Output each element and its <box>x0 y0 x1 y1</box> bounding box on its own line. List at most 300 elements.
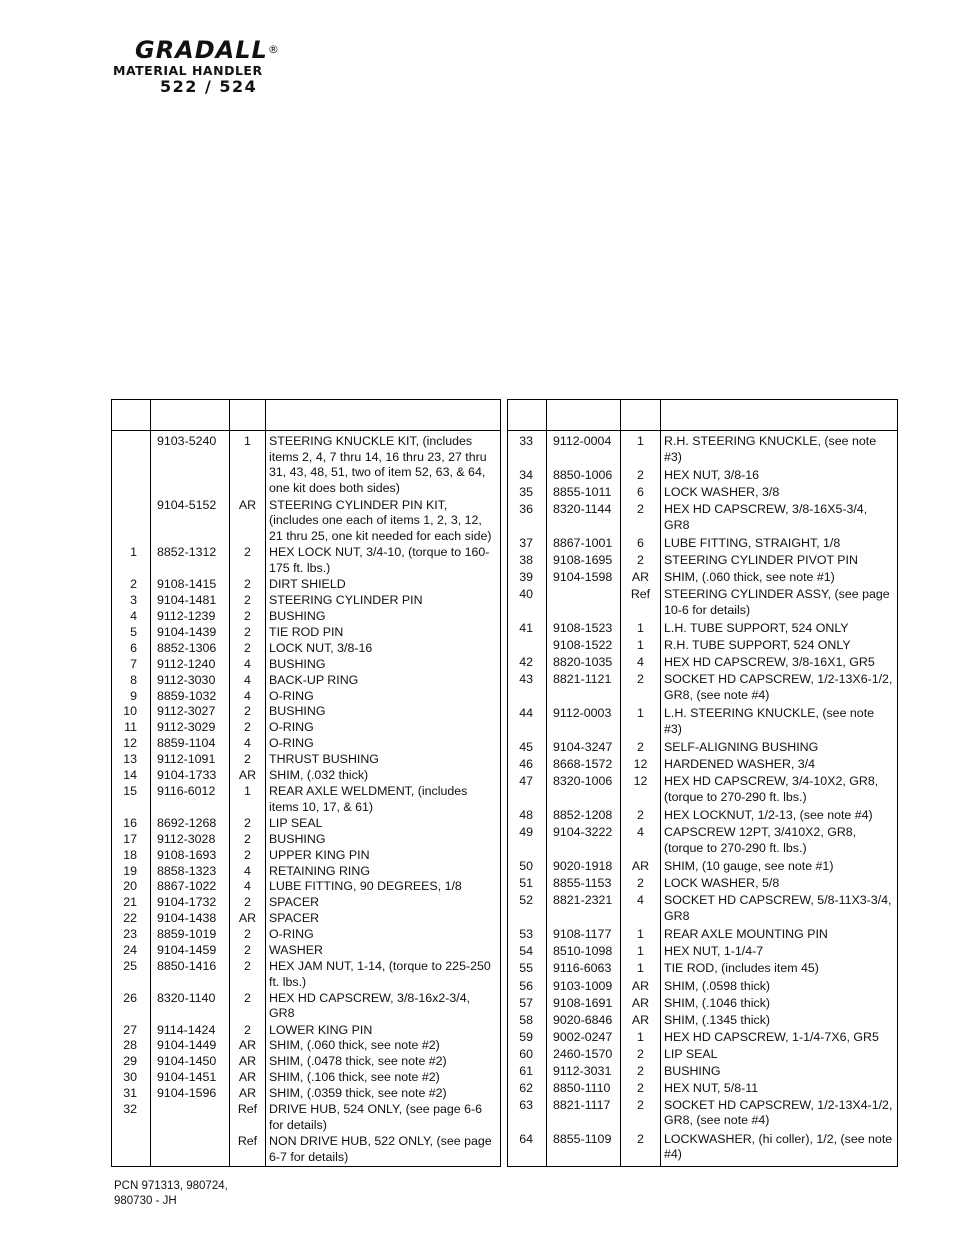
part-row <box>112 736 501 752</box>
item-number: 7 <box>112 657 151 673</box>
description: HEX HD CAPSCREW, 3/8-16x2-3/4, GR8 <box>266 991 501 1023</box>
quantity: 4 <box>621 655 661 672</box>
description: LOWER KING PIN <box>266 1023 501 1039</box>
part-number: 9116-6063 <box>547 961 621 978</box>
part-row <box>112 498 501 546</box>
part-number: 9112-0004 <box>547 434 621 468</box>
quantity: AR <box>230 1054 266 1070</box>
part-row <box>508 502 898 536</box>
brand-subtitle: MATERIAL HANDLER <box>113 64 263 78</box>
item-number: 33 <box>508 434 547 468</box>
quantity: 2 <box>230 927 266 943</box>
item-number: 40 <box>508 587 547 621</box>
part-number: 8858-1323 <box>151 864 230 880</box>
part-row <box>508 1064 898 1081</box>
description: SPACER <box>266 911 501 927</box>
part-number: 8850-1416 <box>151 959 230 991</box>
part-row <box>508 672 898 706</box>
quantity: 2 <box>621 1081 661 1098</box>
quantity: 2 <box>230 625 266 641</box>
quantity: 2 <box>230 545 266 577</box>
part-number: 8855-1109 <box>547 1132 621 1166</box>
part-number: 8821-1121 <box>547 672 621 706</box>
description: SHIM, (.0359 thick, see note #2) <box>266 1086 501 1102</box>
part-row <box>508 1081 898 1098</box>
item-number: 48 <box>508 808 547 825</box>
part-row <box>112 545 501 577</box>
quantity: 1 <box>621 1030 661 1047</box>
part-number: 8859-1104 <box>151 736 230 752</box>
part-row <box>112 1038 501 1054</box>
part-row <box>112 657 501 673</box>
part-row <box>112 689 501 705</box>
part-number: 9104-3247 <box>547 740 621 757</box>
part-row <box>112 1054 501 1070</box>
part-row <box>112 593 501 609</box>
quantity: 2 <box>621 1132 661 1166</box>
quantity: AR <box>621 1013 661 1030</box>
part-row <box>508 1132 898 1166</box>
part-number: 9112-1091 <box>151 752 230 768</box>
part-row <box>508 1098 898 1132</box>
part-row <box>508 825 898 859</box>
description: HEX NUT, 5/8-11 <box>661 1081 898 1098</box>
part-number: 9104-1450 <box>151 1054 230 1070</box>
part-number: 9104-1481 <box>151 593 230 609</box>
parts-table-left <box>111 399 501 1167</box>
item-number: 2 <box>112 577 151 593</box>
quantity: 2 <box>230 943 266 959</box>
item-number: 10 <box>112 704 151 720</box>
quantity: 1 <box>621 434 661 468</box>
quantity: 2 <box>621 740 661 757</box>
part-row <box>112 895 501 911</box>
quantity: 2 <box>621 502 661 536</box>
quantity: 2 <box>621 468 661 485</box>
model-number: 522 / 524 <box>160 77 258 96</box>
item-number: 49 <box>508 825 547 859</box>
description: LOCK NUT, 3/8-16 <box>266 641 501 657</box>
part-row <box>508 570 898 587</box>
item-number: 12 <box>112 736 151 752</box>
part-number: 8867-1022 <box>151 879 230 895</box>
part-row <box>508 859 898 876</box>
part-row <box>112 832 501 848</box>
item-number: 9 <box>112 689 151 705</box>
item-number: 59 <box>508 1030 547 1047</box>
quantity: 1 <box>621 638 661 655</box>
quantity: 2 <box>230 720 266 736</box>
quantity: 2 <box>230 991 266 1023</box>
item-number: 8 <box>112 673 151 689</box>
item-number: 52 <box>508 893 547 927</box>
item-number: 1 <box>112 545 151 577</box>
item-number: 5 <box>112 625 151 641</box>
description: O-RING <box>266 689 501 705</box>
part-row <box>508 485 898 502</box>
part-row <box>112 911 501 927</box>
quantity: 4 <box>230 657 266 673</box>
quantity: 12 <box>621 757 661 774</box>
item-number: 54 <box>508 944 547 961</box>
item-number: 18 <box>112 848 151 864</box>
part-number: 9108-1177 <box>547 927 621 944</box>
description: SHIM, (.106 thick, see note #2) <box>266 1070 501 1086</box>
description: HEX HD CAPSCREW, 3/4-10X2, GR8, (torque to 270-290 ft. lbs.) <box>661 774 898 808</box>
item-number: 31 <box>112 1086 151 1102</box>
part-row <box>508 961 898 978</box>
quantity: 2 <box>621 1047 661 1064</box>
item-number: 19 <box>112 864 151 880</box>
quantity: AR <box>621 979 661 996</box>
part-number: 9104-5152 <box>151 498 230 546</box>
item-number: 23 <box>112 927 151 943</box>
item-number: 42 <box>508 655 547 672</box>
item-number: 24 <box>112 943 151 959</box>
part-number: 8668-1572 <box>547 757 621 774</box>
description: HEX LOCK NUT, 3/4-10, (torque to 160-175 ft. lbs.) <box>266 545 501 577</box>
part-row <box>112 784 501 816</box>
quantity: 12 <box>621 774 661 808</box>
part-row <box>508 587 898 621</box>
part-number: 9104-1439 <box>151 625 230 641</box>
part-number: 9114-1424 <box>151 1023 230 1039</box>
quantity: 4 <box>230 864 266 880</box>
quantity: AR <box>230 1038 266 1054</box>
quantity: 2 <box>230 704 266 720</box>
header-row <box>508 400 898 431</box>
quantity: 2 <box>230 1023 266 1039</box>
description: LOCK WASHER, 5/8 <box>661 876 898 893</box>
quantity: 1 <box>230 434 266 498</box>
header-row <box>112 400 501 431</box>
description: SOCKET HD CAPSCREW, 5/8-11X3-3/4, GR8 <box>661 893 898 927</box>
item-number <box>112 1134 151 1166</box>
description: STEERING CYLINDER PIVOT PIN <box>661 553 898 570</box>
part-number: 9112-0003 <box>547 706 621 740</box>
quantity: AR <box>621 996 661 1013</box>
description: HEX NUT, 1-1/4-7 <box>661 944 898 961</box>
quantity: 2 <box>621 553 661 570</box>
quantity: 2 <box>230 609 266 625</box>
part-number: 8821-1117 <box>547 1098 621 1132</box>
part-number: 8850-1006 <box>547 468 621 485</box>
description: REAR AXLE WELDMENT, (includes items 10, 17, & 61) <box>266 784 501 816</box>
item-number: 25 <box>112 959 151 991</box>
part-row <box>508 927 898 944</box>
quantity: 2 <box>230 848 266 864</box>
description: STEERING KNUCKLE KIT, (includes items 2, 4, 7 thru 14, 16 thru 23, 27 thru 31, 43, 48, 51, two of item 52, 63, & 64, one kit does both sides) <box>266 434 501 498</box>
part-number: 9112-3027 <box>151 704 230 720</box>
item-number: 55 <box>508 961 547 978</box>
description: BUSHING <box>266 704 501 720</box>
part-row <box>112 879 501 895</box>
part-number: 8692-1268 <box>151 816 230 832</box>
description: HEX NUT, 3/8-16 <box>661 468 898 485</box>
quantity: AR <box>230 498 266 546</box>
part-number: 9104-3222 <box>547 825 621 859</box>
quantity: 2 <box>230 641 266 657</box>
description: LOCK WASHER, 3/8 <box>661 485 898 502</box>
part-row <box>508 553 898 570</box>
description: SHIM, (.1046 thick) <box>661 996 898 1013</box>
item-number: 44 <box>508 706 547 740</box>
quantity: AR <box>621 570 661 587</box>
quantity: AR <box>230 911 266 927</box>
part-row <box>112 927 501 943</box>
description: SPACER <box>266 895 501 911</box>
part-number: 9108-1695 <box>547 553 621 570</box>
part-row <box>112 1023 501 1039</box>
item-number: 28 <box>112 1038 151 1054</box>
part-number: 8320-1144 <box>547 502 621 536</box>
part-number: 9108-1693 <box>151 848 230 864</box>
item-number: 62 <box>508 1081 547 1098</box>
quantity: 2 <box>230 832 266 848</box>
item-number: 53 <box>508 927 547 944</box>
item-number: 6 <box>112 641 151 657</box>
description: LUBE FITTING, 90 DEGREES, 1/8 <box>266 879 501 895</box>
part-row <box>508 876 898 893</box>
description: HEX HD CAPSCREW, 1-1/4-7X6, GR5 <box>661 1030 898 1047</box>
part-number: 8855-1153 <box>547 876 621 893</box>
quantity: 1 <box>621 706 661 740</box>
part-number: 9112-1240 <box>151 657 230 673</box>
quantity: 2 <box>621 672 661 706</box>
part-number: 2460-1570 <box>547 1047 621 1064</box>
description: O-RING <box>266 720 501 736</box>
item-number: 15 <box>112 784 151 816</box>
part-row <box>508 944 898 961</box>
item-number: 58 <box>508 1013 547 1030</box>
part-row <box>508 536 898 553</box>
description: L.H. TUBE SUPPORT, 524 ONLY <box>661 621 898 638</box>
description: R.H. STEERING KNUCKLE, (see note #3) <box>661 434 898 468</box>
part-row <box>112 816 501 832</box>
description: BACK-UP RING <box>266 673 501 689</box>
part-row <box>112 641 501 657</box>
description: O-RING <box>266 736 501 752</box>
description: SOCKET HD CAPSCREW, 1/2-13X4-1/2, GR8, (see note #4) <box>661 1098 898 1132</box>
pcn-footer <box>114 1179 228 1209</box>
part-row <box>112 704 501 720</box>
part-number: 9108-1523 <box>547 621 621 638</box>
part-row <box>112 673 501 689</box>
part-row <box>112 577 501 593</box>
description: HARDENED WASHER, 3/4 <box>661 757 898 774</box>
part-row <box>508 996 898 1013</box>
item-number: 38 <box>508 553 547 570</box>
description: HEX JAM NUT, 1-14, (torque to 225-250 ft. lbs.) <box>266 959 501 991</box>
part-row <box>112 1102 501 1134</box>
quantity: 2 <box>230 816 266 832</box>
part-number: 9108-1415 <box>151 577 230 593</box>
description: STEERING CYLINDER ASSY, (see page 10-6 for details) <box>661 587 898 621</box>
item-number: 45 <box>508 740 547 757</box>
description: R.H. TUBE SUPPORT, 524 ONLY <box>661 638 898 655</box>
item-number: 11 <box>112 720 151 736</box>
quantity: 4 <box>230 879 266 895</box>
description: STEERING CYLINDER PIN <box>266 593 501 609</box>
description: WASHER <box>266 943 501 959</box>
part-row <box>508 740 898 757</box>
quantity: AR <box>230 1086 266 1102</box>
parts-table-right <box>507 399 898 1167</box>
description: SHIM, (.032 thick) <box>266 768 501 784</box>
part-number: 8855-1011 <box>547 485 621 502</box>
item-number: 32 <box>112 1102 151 1134</box>
description: REAR AXLE MOUNTING PIN <box>661 927 898 944</box>
quantity: 2 <box>621 1098 661 1132</box>
part-number: 9103-1009 <box>547 979 621 996</box>
quantity: 6 <box>621 485 661 502</box>
part-row <box>508 893 898 927</box>
part-number: 8320-1006 <box>547 774 621 808</box>
description: THRUST BUSHING <box>266 752 501 768</box>
item-number: 51 <box>508 876 547 893</box>
part-number: 9104-1438 <box>151 911 230 927</box>
description: DIRT SHIELD <box>266 577 501 593</box>
quantity: AR <box>230 768 266 784</box>
part-number <box>547 587 621 621</box>
part-row <box>112 752 501 768</box>
quantity: Ref <box>230 1102 266 1134</box>
item-number: 50 <box>508 859 547 876</box>
quantity: AR <box>230 1070 266 1086</box>
pcn-line-2: 980730 - JH <box>114 1195 177 1207</box>
description: SHIM, (.0478 thick, see note #2) <box>266 1054 501 1070</box>
description: LIP SEAL <box>661 1047 898 1064</box>
item-number: 17 <box>112 832 151 848</box>
part-row <box>508 621 898 638</box>
quantity: 2 <box>230 752 266 768</box>
part-row <box>508 1047 898 1064</box>
description: LOCKWASHER, (hi coller), 1/2, (see note #4) <box>661 1132 898 1166</box>
item-number: 61 <box>508 1064 547 1081</box>
item-number: 3 <box>112 593 151 609</box>
description: LUBE FITTING, STRAIGHT, 1/8 <box>661 536 898 553</box>
description: BUSHING <box>266 832 501 848</box>
part-row <box>508 979 898 996</box>
description: BUSHING <box>266 657 501 673</box>
description: TIE ROD, (includes item 45) <box>661 961 898 978</box>
part-number: 9002-0247 <box>547 1030 621 1047</box>
description: BUSHING <box>266 609 501 625</box>
description: SHIM, (.0598 thick) <box>661 979 898 996</box>
part-row <box>112 1086 501 1102</box>
part-number: 9104-1449 <box>151 1038 230 1054</box>
quantity: 2 <box>230 895 266 911</box>
quantity: 2 <box>621 808 661 825</box>
part-row <box>508 774 898 808</box>
part-number: 9108-1522 <box>547 638 621 655</box>
item-number: 36 <box>508 502 547 536</box>
item-number: 46 <box>508 757 547 774</box>
description: CAPSCREW 12PT, 3/410X2, GR8, (torque to 270-290 ft. lbs.) <box>661 825 898 859</box>
item-number: 20 <box>112 879 151 895</box>
part-number <box>151 1102 230 1134</box>
part-number: 9112-3031 <box>547 1064 621 1081</box>
part-row <box>112 991 501 1023</box>
part-number: 9112-1239 <box>151 609 230 625</box>
part-number: 9116-6012 <box>151 784 230 816</box>
part-row <box>508 1030 898 1047</box>
quantity: 6 <box>621 536 661 553</box>
item-number: 63 <box>508 1098 547 1132</box>
item-number: 14 <box>112 768 151 784</box>
item-number: 60 <box>508 1047 547 1064</box>
part-number: 8320-1140 <box>151 991 230 1023</box>
item-number: 47 <box>508 774 547 808</box>
part-number: 9112-3030 <box>151 673 230 689</box>
quantity: 1 <box>621 961 661 978</box>
description: TIE ROD PIN <box>266 625 501 641</box>
item-number: 26 <box>112 991 151 1023</box>
part-number: 8867-1001 <box>547 536 621 553</box>
item-number: 16 <box>112 816 151 832</box>
description: SHIM, (.1345 thick) <box>661 1013 898 1030</box>
item-number: 21 <box>112 895 151 911</box>
part-row <box>112 434 501 498</box>
item-number: 43 <box>508 672 547 706</box>
quantity: Ref <box>621 587 661 621</box>
description: L.H. STEERING KNUCKLE, (see note #3) <box>661 706 898 740</box>
description: SHIM, (.060 thick, see note #1) <box>661 570 898 587</box>
quantity: 2 <box>230 577 266 593</box>
part-row <box>112 768 501 784</box>
description: HEX LOCKNUT, 1/2-13, (see note #4) <box>661 808 898 825</box>
description: UPPER KING PIN <box>266 848 501 864</box>
quantity: 4 <box>621 825 661 859</box>
part-number: 8859-1019 <box>151 927 230 943</box>
part-row <box>508 638 898 655</box>
item-number: 39 <box>508 570 547 587</box>
item-number: 4 <box>112 609 151 625</box>
quantity: 2 <box>621 1064 661 1081</box>
quantity: 2 <box>230 593 266 609</box>
quantity: 1 <box>230 784 266 816</box>
item-number: 27 <box>112 1023 151 1039</box>
gradall-logo <box>113 36 303 96</box>
part-row <box>508 468 898 485</box>
part-row <box>508 757 898 774</box>
part-row <box>112 1070 501 1086</box>
quantity: 1 <box>621 944 661 961</box>
part-row <box>112 1134 501 1166</box>
description: SOCKET HD CAPSCREW, 1/2-13X6-1/2, GR8, (see note #4) <box>661 672 898 706</box>
part-number: 8850-1110 <box>547 1081 621 1098</box>
item-number: 41 <box>508 621 547 638</box>
item-number: 57 <box>508 996 547 1013</box>
item-number <box>112 434 151 498</box>
part-number: 8820-1035 <box>547 655 621 672</box>
item-number: 35 <box>508 485 547 502</box>
part-number: 9104-1596 <box>151 1086 230 1102</box>
description: RETAINING RING <box>266 864 501 880</box>
quantity: 4 <box>230 736 266 752</box>
item-number: 56 <box>508 979 547 996</box>
part-number: 8852-1306 <box>151 641 230 657</box>
description: HEX HD CAPSCREW, 3/8-16X1, GR5 <box>661 655 898 672</box>
description: DRIVE HUB, 524 ONLY, (see page 6-6 for details) <box>266 1102 501 1134</box>
part-number: 8859-1032 <box>151 689 230 705</box>
quantity: 2 <box>230 959 266 991</box>
part-row <box>508 1013 898 1030</box>
quantity: 4 <box>621 893 661 927</box>
item-number <box>508 638 547 655</box>
item-number: 64 <box>508 1132 547 1166</box>
part-number: 8510-1098 <box>547 944 621 961</box>
